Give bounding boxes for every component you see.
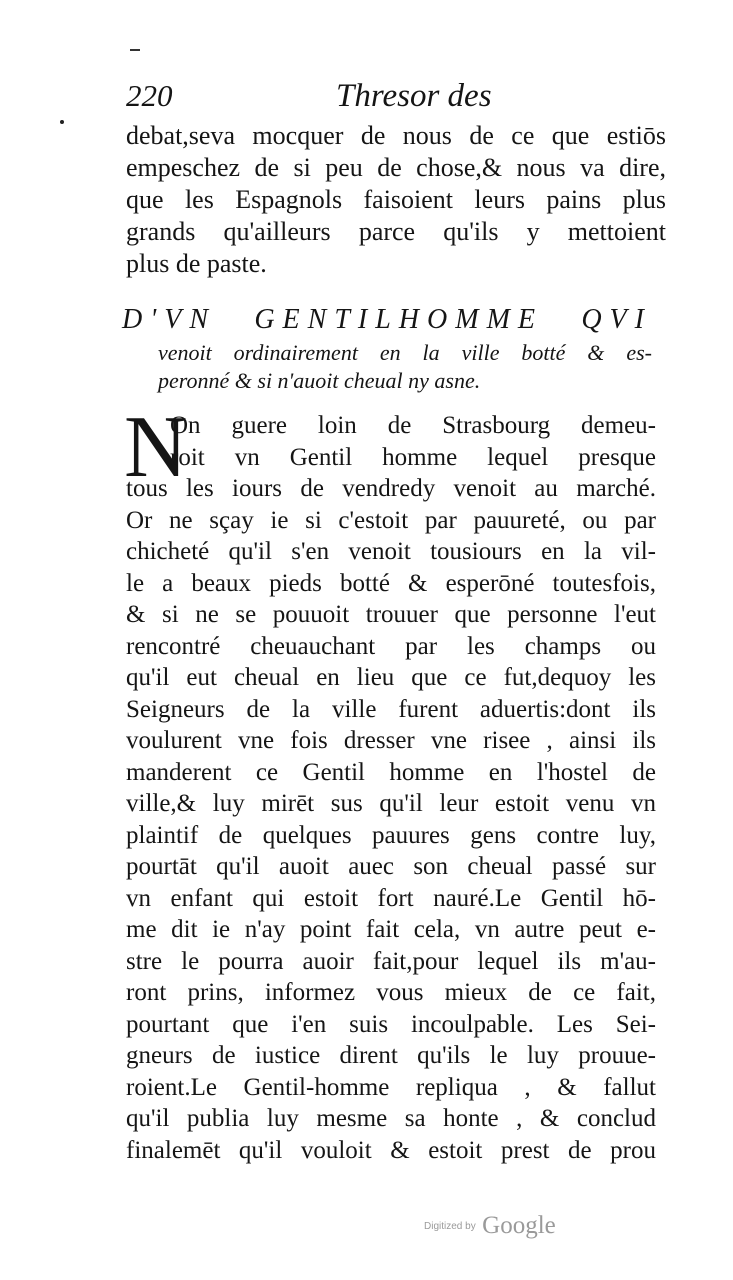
paragraph-continued xyxy=(126,120,666,280)
text-line: roient.Le Gentil-homme repliqua , & fallut xyxy=(126,1073,656,1101)
text-line: debat,seva mocquer de nous de ce que estiōs xyxy=(126,121,666,150)
drop-cap: N xyxy=(124,399,188,496)
text-line: me dit ie n'ay point fait cela, vn autre peut e- xyxy=(126,916,656,943)
text-line: pourtāt qu'il auoit auec son cheual passé sur xyxy=(126,853,656,880)
digitization-watermark xyxy=(424,1212,556,1252)
text-line: ville,& luy mirēt sus qu'il leur estoit venu vn xyxy=(126,790,656,817)
story-body xyxy=(126,410,656,1166)
google-logo: Google xyxy=(482,1212,556,1239)
text-line: empeschez de si peu de chose,& nous va dire, xyxy=(126,153,666,182)
text-line: finalemēt qu'il vouloit & estoit prest de prou xyxy=(126,1136,656,1164)
running-title: Thresor des xyxy=(336,78,492,114)
text-line: que les Espagnols faisoient leurs pains plus xyxy=(126,185,666,214)
text-line: roit vn Gentil homme lequel presque xyxy=(170,443,656,471)
page-number: 220 xyxy=(126,78,173,113)
section-subheading-line: peronné & si n'auoit cheual ny asne. xyxy=(158,368,481,393)
text-line: qu'il publia luy mesme sa honte , & conclud xyxy=(126,1105,656,1132)
ink-speck xyxy=(60,120,64,124)
text-line: Or ne sçay ie si c'estoit par pauureté, ou par xyxy=(126,506,656,534)
text-line: manderent ce Gentil homme en l'hostel de xyxy=(126,758,656,786)
text-line: le a beaux pieds botté & esperōné toutesfois, xyxy=(126,569,656,597)
text-line: rencontré cheuauchant par les champs ou xyxy=(126,632,656,660)
margin-mark xyxy=(130,49,140,51)
text-line: On guere loin de Strasbourg demeu- xyxy=(170,412,656,439)
text-line: plaintif de quelques pauures gens contre luy, xyxy=(126,821,656,849)
section-heading: D'VN GENTILHOMME QVI xyxy=(122,304,652,335)
text-line: ront prins, informez vous mieux de ce fait, xyxy=(126,979,656,1006)
text-line: grands qu'ailleurs parce qu'ils y mettoient xyxy=(126,217,666,246)
text-line: plus de paste. xyxy=(126,249,267,278)
text-line: pourtant que i'en suis incoulpable. Les Sei- xyxy=(126,1010,656,1038)
text-line: tous les iours de vendredy venoit au marché. xyxy=(126,475,656,502)
text-line: voulurent vne fois dresser vne risee , ainsi ils xyxy=(126,727,656,754)
text-line: Seigneurs de la ville furent aduertis:dont ils xyxy=(126,695,656,723)
digitized-by-label: Digitized by xyxy=(424,1220,476,1232)
text-line: gneurs de iustice dirent qu'ils le luy prouue- xyxy=(126,1042,656,1069)
section-subheading-line: venoit ordinairement en la ville botté & es- xyxy=(158,340,652,365)
text-line: vn enfant qui estoit fort nauré.Le Gentil hō- xyxy=(126,884,656,912)
text-line: chicheté qu'il s'en venoit tousiours en la vil- xyxy=(126,538,656,565)
running-head xyxy=(126,78,666,122)
text-line: stre le pourra auoir fait,pour lequel ils m'au- xyxy=(126,947,656,975)
text-line: & si ne se pouuoit trouuer que personne l'eut xyxy=(126,601,656,628)
text-line: qu'il eut cheual en lieu que ce fut,dequoy les xyxy=(126,664,656,691)
